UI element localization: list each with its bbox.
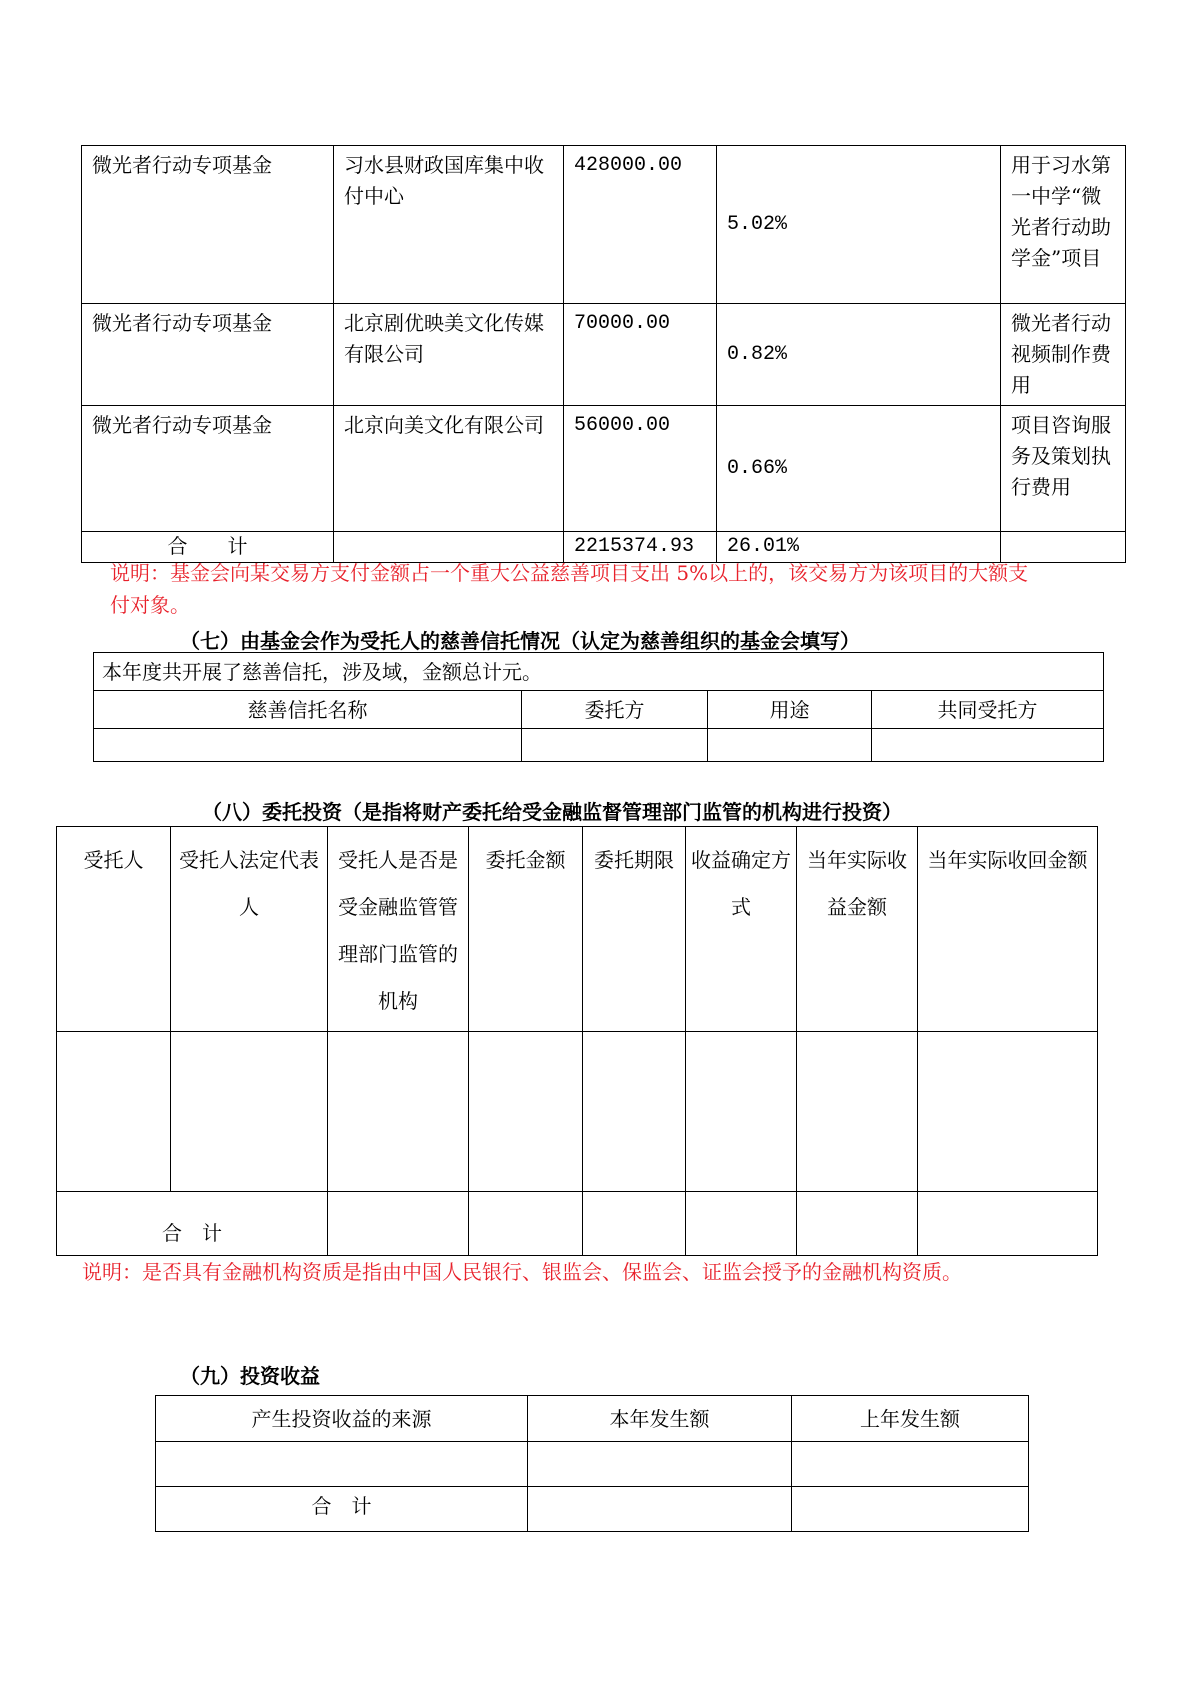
project-name: 微光者行动专项基金 — [82, 406, 334, 532]
col-header: 收益确定方式 — [686, 827, 797, 1032]
total-label: 合 计 — [57, 1192, 328, 1256]
payment-table — [81, 145, 1126, 563]
col-header: 委托方 — [522, 691, 708, 729]
empty-cell — [583, 1032, 686, 1192]
entrusted-investment-table — [56, 826, 1098, 1256]
table-row — [156, 1442, 1029, 1487]
table-row — [82, 304, 1126, 406]
col-header: 慈善信托名称 — [94, 691, 522, 729]
col-header: 上年发生额 — [792, 1396, 1029, 1442]
payment-usage: 项目咨询服务及策划执行费用 — [1001, 406, 1126, 532]
col-header: 用途 — [708, 691, 872, 729]
empty-cell — [797, 1032, 918, 1192]
table-row — [57, 1032, 1098, 1192]
payment-ratio: 0.66% — [717, 406, 1001, 532]
empty-cell — [872, 729, 1104, 762]
empty-cell — [686, 1192, 797, 1256]
total-ratio: 26.01% — [717, 532, 1001, 563]
empty-cell — [797, 1192, 918, 1256]
empty-cell — [156, 1442, 528, 1487]
total-amount: 2215374.93 — [564, 532, 717, 563]
empty-cell — [528, 1487, 792, 1532]
payment-ratio: 5.02% — [717, 146, 1001, 304]
investment-note: 说明：是否具有金融机构资质是指由中国人民银行、银监会、保监会、证监会授予的金融机构资质。 — [82, 1260, 962, 1284]
table-row — [82, 406, 1126, 532]
col-header: 受托人法定代表人 — [171, 827, 328, 1032]
empty-cell — [708, 729, 872, 762]
empty-cell — [686, 1032, 797, 1192]
payment-usage: 微光者行动视频制作费用 — [1001, 304, 1126, 406]
section9-heading: （九）投资收益 — [180, 1364, 320, 1388]
table-row — [94, 653, 1104, 691]
empty-cell — [171, 1032, 328, 1192]
table-row — [94, 729, 1104, 762]
table-header-row — [57, 827, 1098, 1032]
empty-cell — [528, 1442, 792, 1487]
col-header: 当年实际收益金额 — [797, 827, 918, 1032]
empty-cell — [94, 729, 522, 762]
col-header: 产生投资收益的来源 — [156, 1396, 528, 1442]
col-header: 受托人 — [57, 827, 171, 1032]
investment-income-table — [155, 1395, 1029, 1532]
total-row — [57, 1192, 1098, 1256]
empty-cell — [328, 1192, 469, 1256]
section7-heading: （七）由基金会作为受托人的慈善信托情况（认定为慈善组织的基金会填写） — [180, 629, 860, 653]
payment-amount: 428000.00 — [564, 146, 717, 304]
total-row — [156, 1487, 1029, 1532]
total-label: 合 计 — [82, 532, 334, 563]
trust-summary: 本年度共开展了慈善信托，涉及域，金额总计元。 — [94, 653, 1104, 691]
col-header: 受托人是否是受金融监管管理部门监管的机构 — [328, 827, 469, 1032]
total-label: 合 计 — [156, 1487, 528, 1532]
section8-heading: （八）委托投资（是指将财产委托给受金融监督管理部门监管的机构进行投资） — [202, 800, 902, 824]
empty-cell — [918, 1032, 1098, 1192]
project-name: 微光者行动专项基金 — [82, 304, 334, 406]
col-header: 当年实际收回金额 — [918, 827, 1098, 1032]
payment-note: 说明：基金会向某交易方支付金额占一个重大公益慈善项目支出 5%以上的，该交易方为该项目的大额支付对象。 — [110, 561, 1029, 617]
empty-cell — [328, 1032, 469, 1192]
empty-cell — [469, 1032, 583, 1192]
payment-usage: 用于习水第一中学“微光者行动助学金”项目 — [1001, 146, 1126, 304]
table-header-row — [156, 1396, 1029, 1442]
col-header: 委托期限 — [583, 827, 686, 1032]
payee-name: 北京剧优映美文化传媒有限公司 — [334, 304, 564, 406]
table-row — [82, 146, 1126, 304]
payee-name: 北京向美文化有限公司 — [334, 406, 564, 532]
col-header: 委托金额 — [469, 827, 583, 1032]
payment-amount: 70000.00 — [564, 304, 717, 406]
empty-cell — [522, 729, 708, 762]
project-name: 微光者行动专项基金 — [82, 146, 334, 304]
charity-trust-table — [93, 652, 1104, 762]
empty-cell — [57, 1032, 171, 1192]
empty-cell — [792, 1442, 1029, 1487]
empty-cell — [792, 1487, 1029, 1532]
payment-ratio: 0.82% — [717, 304, 1001, 406]
empty-cell — [583, 1192, 686, 1256]
empty-cell — [918, 1192, 1098, 1256]
table-header-row — [94, 691, 1104, 729]
col-header: 共同受托方 — [872, 691, 1104, 729]
payee-name: 习水县财政国库集中收付中心 — [334, 146, 564, 304]
empty-cell — [469, 1192, 583, 1256]
col-header: 本年发生额 — [528, 1396, 792, 1442]
payment-amount: 56000.00 — [564, 406, 717, 532]
